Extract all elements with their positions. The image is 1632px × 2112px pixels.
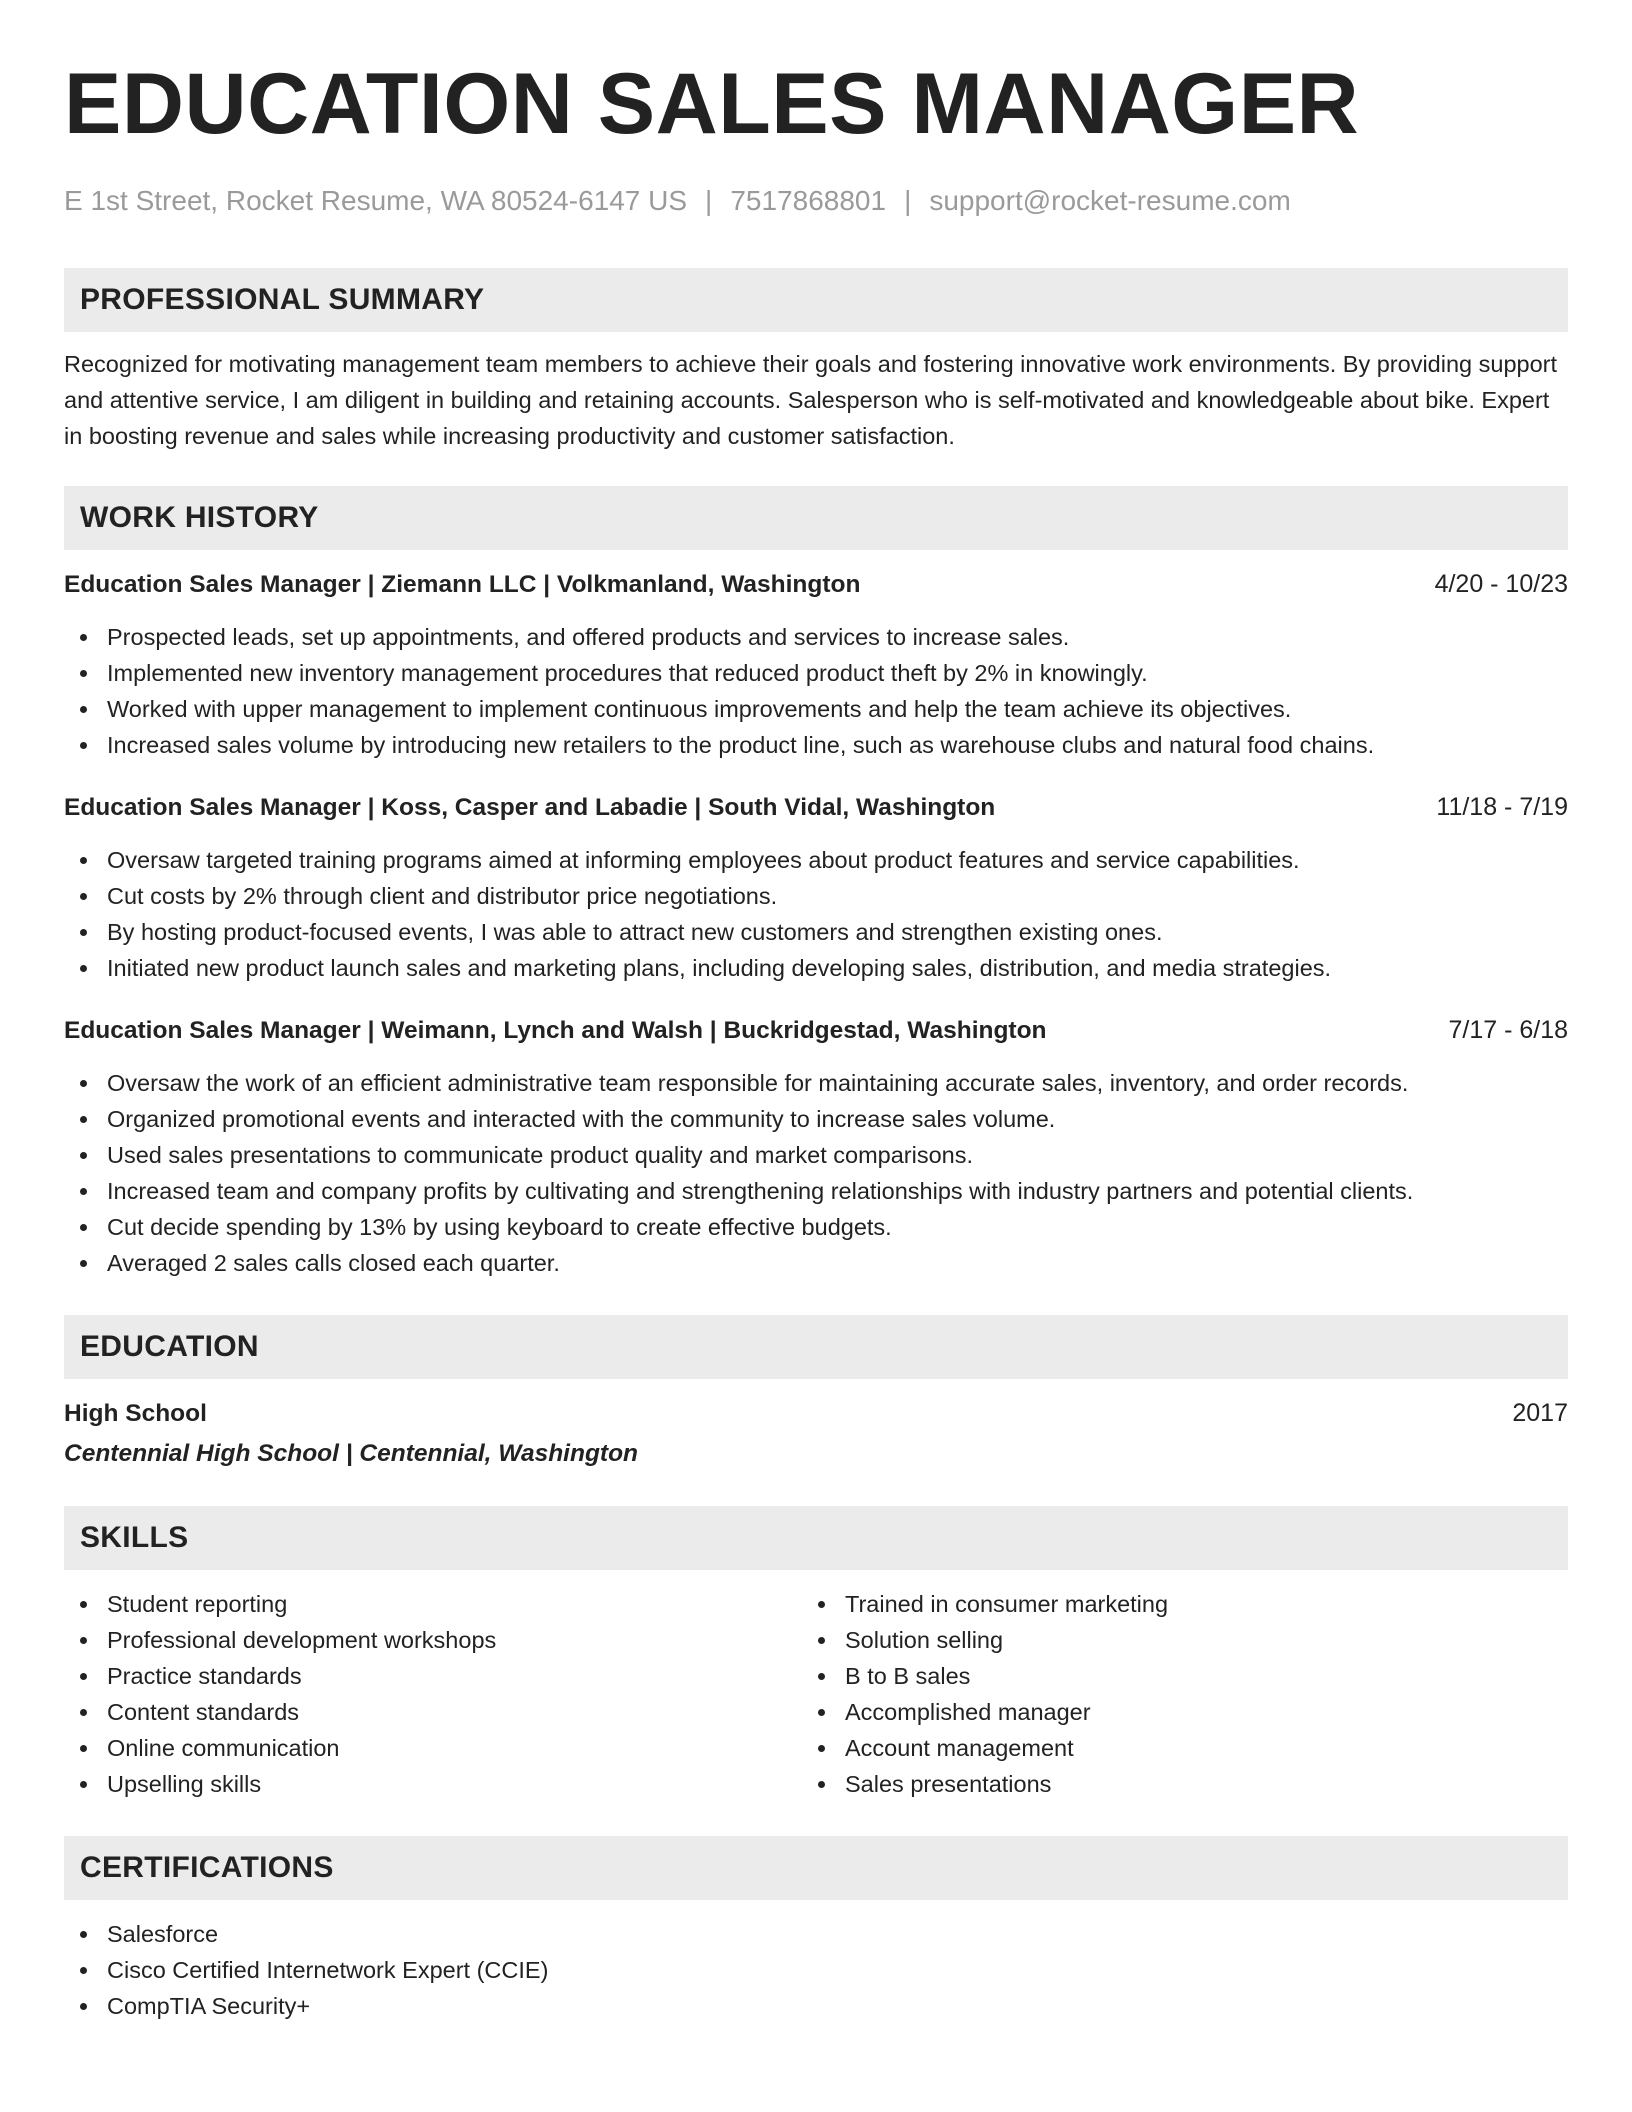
skills-list <box>64 1586 802 1802</box>
job-entry <box>64 789 1568 986</box>
job-entry <box>64 1012 1568 1281</box>
list-item: Student reporting <box>64 1586 802 1622</box>
contact-email: support@rocket-resume.com <box>929 185 1291 216</box>
list-item: Cut costs by 2% through client and distributor price negotiations. <box>64 878 1568 914</box>
contact-separator: | <box>904 185 912 216</box>
skills-grid <box>64 1586 1568 1802</box>
list-item: Organized promotional events and interacted with the community to increase sales volume. <box>64 1101 1568 1137</box>
list-item: Implemented new inventory management procedures that reduced product theft by 2% in knowingly. <box>64 655 1568 691</box>
list-item: Averaged 2 sales calls closed each quarter. <box>64 1245 1568 1281</box>
contact-address: E 1st Street, Rocket Resume, WA 80524-6147 US <box>64 185 688 216</box>
job-dates: 4/20 - 10/23 <box>1434 570 1568 598</box>
list-item: Practice standards <box>64 1658 802 1694</box>
job-title: Education Sales Manager | Koss, Casper and Labadie | South Vidal, Washington <box>64 794 996 821</box>
contact-phone: 7517868801 <box>730 185 887 216</box>
skills-column-right <box>802 1586 1540 1802</box>
contact-separator: | <box>705 185 713 216</box>
list-item: Professional development workshops <box>64 1622 802 1658</box>
list-item: Accomplished manager <box>802 1694 1540 1730</box>
list-item: B to B sales <box>802 1658 1540 1694</box>
list-item: Increased sales volume by introducing new retailers to the product line, such as warehouse clubs and natural food chains. <box>64 727 1568 763</box>
section-header-skills: SKILLS <box>64 1506 1568 1570</box>
job-header <box>64 566 1568 603</box>
list-item: Online communication <box>64 1730 802 1766</box>
section-header-work-history: WORK HISTORY <box>64 486 1568 550</box>
skills-column-left <box>64 1586 802 1802</box>
job-bullets <box>64 1065 1568 1281</box>
section-header-education: EDUCATION <box>64 1315 1568 1379</box>
skills-list <box>802 1586 1540 1802</box>
education-year: 2017 <box>1512 1399 1568 1427</box>
list-item: By hosting product-focused events, I was able to attract new customers and strengthen existing ones. <box>64 914 1568 950</box>
list-item: Prospected leads, set up appointments, and offered products and services to increase sales. <box>64 619 1568 655</box>
education-row <box>64 1395 1568 1432</box>
job-dates: 11/18 - 7/19 <box>1436 793 1568 821</box>
job-bullets <box>64 619 1568 763</box>
list-item: Cut decide spending by 13% by using keyboard to create effective budgets. <box>64 1209 1568 1245</box>
list-item: Increased team and company profits by cultivating and strengthening relationships with industry partners and potential clients. <box>64 1173 1568 1209</box>
job-title: Education Sales Manager | Weimann, Lynch and Walsh | Buckridgestad, Washington <box>64 1017 1047 1044</box>
education-school: Centennial High School | Centennial, Washington <box>64 1440 639 1467</box>
list-item: Account management <box>802 1730 1540 1766</box>
list-item: Sales presentations <box>802 1766 1540 1802</box>
job-header <box>64 789 1568 826</box>
resume-name: EDUCATION SALES MANAGER <box>64 56 1360 152</box>
list-item: Used sales presentations to communicate product quality and market comparisons. <box>64 1137 1568 1173</box>
section-header-summary: PROFESSIONAL SUMMARY <box>64 268 1568 332</box>
list-item: Cisco Certified Internetwork Expert (CCIE) <box>64 1952 1568 1988</box>
list-item: Initiated new product launch sales and marketing plans, including developing sales, distribution, and media strategies. <box>64 950 1568 986</box>
job-header <box>64 1012 1568 1049</box>
list-item: Worked with upper management to implement continuous improvements and help the team achieve its objectives. <box>64 691 1568 727</box>
section-header-certifications: CERTIFICATIONS <box>64 1836 1568 1900</box>
certifications-list <box>64 1916 1568 2024</box>
list-item: Content standards <box>64 1694 802 1730</box>
job-title: Education Sales Manager | Ziemann LLC | Volkmanland, Washington <box>64 571 861 598</box>
list-item: CompTIA Security+ <box>64 1988 1568 2024</box>
list-item: Oversaw the work of an efficient administrative team responsible for maintaining accurate sales, inventory, and order records. <box>64 1065 1568 1101</box>
education-degree: High School <box>64 1400 207 1427</box>
list-item: Salesforce <box>64 1916 1568 1952</box>
job-bullets <box>64 842 1568 986</box>
job-entry <box>64 566 1568 763</box>
list-item: Trained in consumer marketing <box>802 1586 1540 1622</box>
job-dates: 7/17 - 6/18 <box>1448 1016 1568 1044</box>
contact-line <box>64 184 1568 218</box>
list-item: Solution selling <box>802 1622 1540 1658</box>
list-item: Upselling skills <box>64 1766 802 1802</box>
summary-text: Recognized for motivating management team members to achieve their goals and fostering innovative work environments. By providing support and attentive service, I am diligent in building and retaining accounts. Salesperson who is self-motivated and knowledgeable about bike. Expert in boosting revenue and sales while increasing productivity and customer satisfaction. <box>64 351 1558 449</box>
list-item: Oversaw targeted training programs aimed at informing employees about product features and service capabilities. <box>64 842 1568 878</box>
